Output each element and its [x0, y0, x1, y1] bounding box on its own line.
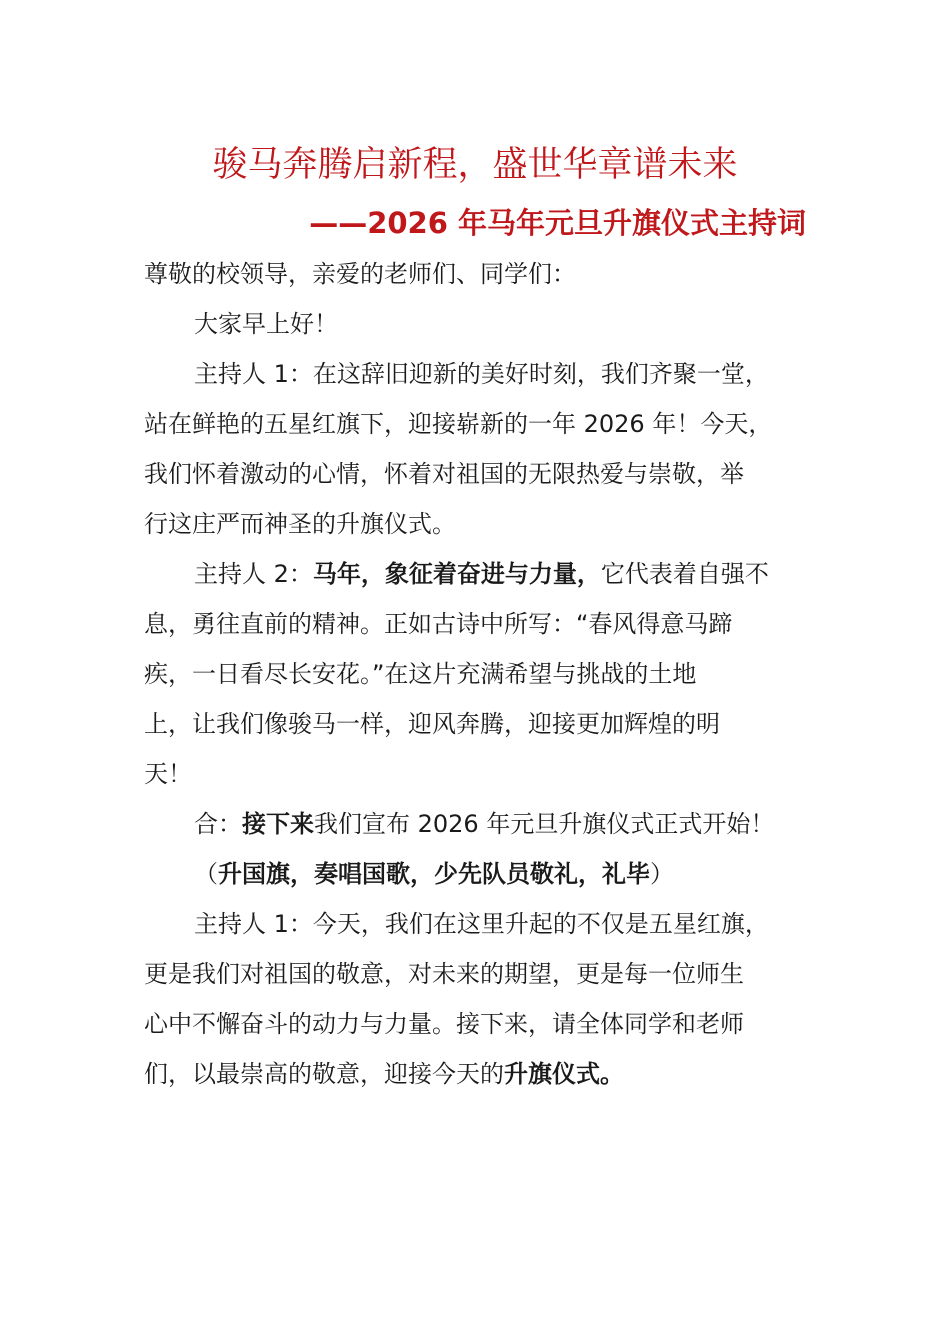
greeting-line: 大家早上好！ — [194, 310, 338, 338]
paragraph-line: 我们怀着激动的心情，怀着对祖国的无限热爱与崇敬，举 — [144, 460, 744, 488]
paragraph-line: 天！ — [144, 760, 192, 788]
text-run: 我们宣布 2026 年元旦升旗仪式正式开始！ — [314, 810, 775, 838]
paragraph-line: 行这庄严而神圣的升旗仪式。 — [144, 510, 456, 538]
document-title: 骏马奔腾启新程，盛世华章谱未来 — [212, 145, 738, 185]
bold-phrase: 接下来 — [242, 810, 314, 838]
paragraph-line: 更是我们对祖国的敬意，对未来的期望，更是每一位师生 — [144, 960, 744, 988]
paragraph-line: 主持人 1：在这辞旧迎新的美好时刻，我们齐聚一堂， — [194, 360, 769, 388]
document-subtitle: ——2026 年马年元旦升旗仪式主持词 — [309, 206, 806, 240]
open-paren: （ — [194, 860, 218, 888]
paragraph-line — [144, 1057, 624, 1091]
paragraph-line: 疾，一日看尽长安花。”在这片充满希望与挑战的土地 — [144, 660, 697, 688]
speaker-label: 合： — [194, 810, 242, 838]
paragraph-line: 主持人 1：今天，我们在这里升起的不仅是五星红旗， — [194, 910, 769, 938]
paragraph-line — [194, 807, 774, 841]
paragraph-line: 息，勇往直前的精神。正如古诗中所写：“春风得意马蹄 — [144, 610, 733, 638]
bold-phrase: 马年，象征着奋进与力量， — [312, 560, 601, 588]
stage-direction-line — [194, 857, 674, 891]
text-run: 它代表着自强不 — [600, 560, 769, 588]
salutation-line: 尊敬的校领导，亲爱的老师们、同学们： — [144, 260, 576, 288]
bold-phrase: 升旗仪式。 — [504, 1060, 624, 1088]
paragraph-line: 站在鲜艳的五星红旗下，迎接崭新的一年 2026 年！今天， — [144, 410, 773, 438]
paragraph-line: 心中不懈奋斗的动力与力量。接下来，请全体同学和老师 — [144, 1010, 744, 1038]
paragraph-line — [194, 557, 769, 591]
speaker-label: 主持人 2： — [194, 560, 313, 588]
text-run: 们，以最崇高的敬意，迎接今天的 — [144, 1060, 504, 1088]
close-paren: ） — [650, 860, 674, 888]
paragraph-line: 上，让我们像骏马一样，迎风奔腾，迎接更加辉煌的明 — [144, 710, 720, 738]
stage-direction: 升国旗，奏唱国歌，少先队员敬礼，礼毕 — [218, 860, 650, 888]
